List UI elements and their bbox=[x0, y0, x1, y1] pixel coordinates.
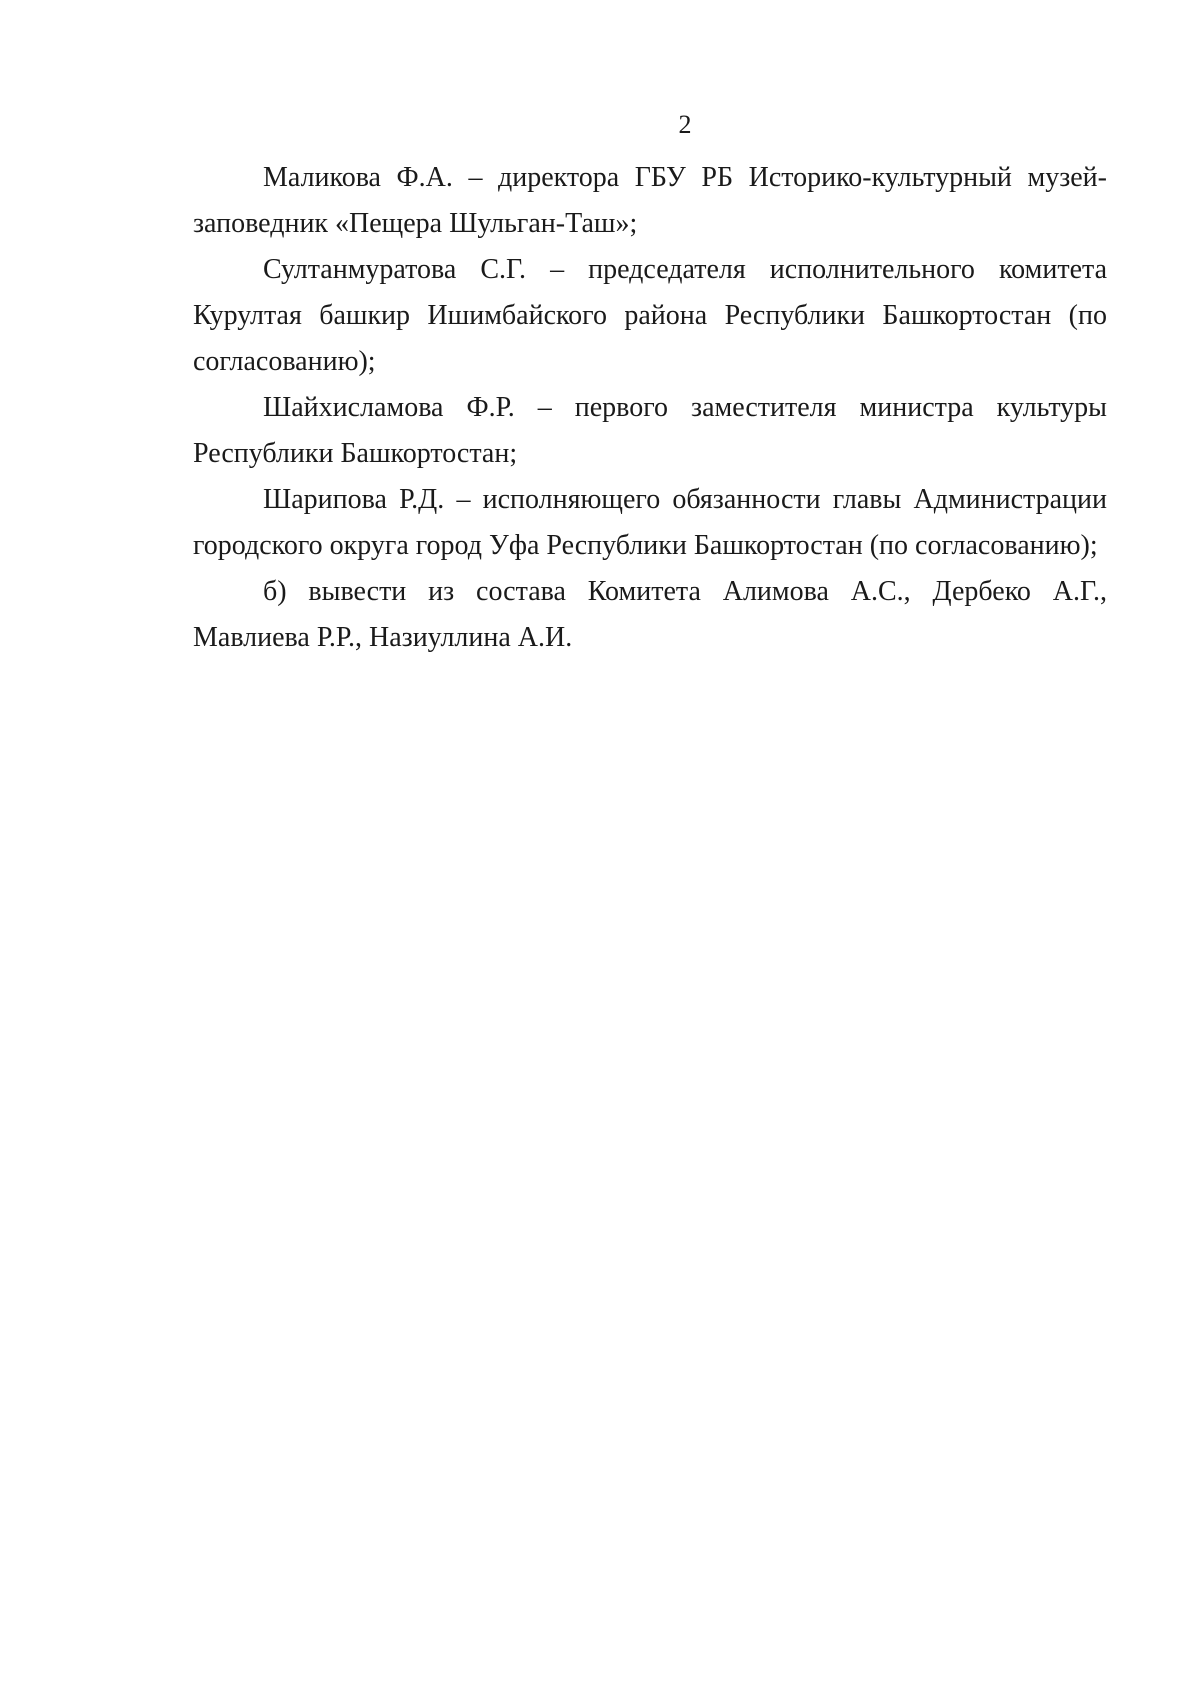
paragraph-sharipova: Шарипова Р.Д. – исполняющего обязанности главы Администрации городского округа город Уфа Республики Башкортостан (по согласованию); bbox=[193, 484, 1107, 561]
page-number: 2 bbox=[678, 110, 692, 139]
paragraph-remove-from-committee: б) вывести из состава Комитета Алимова А.С., Дербеко А.Г., Мавлиева Р.Р., Назиуллина А.И. bbox=[193, 576, 1107, 653]
document-body bbox=[193, 155, 1107, 661]
paragraph-sultanmuratova: Султанмуратова С.Г. – председателя исполнительного комитета Курултая башкир Ишимбайского района Республики Башкортостан (по согласованию); bbox=[193, 254, 1107, 377]
paragraph-malikova: Маликова Ф.А. – директора ГБУ РБ Историко-культурный музей-заповедник «Пещера Шульган-Таш»; bbox=[193, 162, 1107, 239]
paragraph-shaikhislamova: Шайхисламова Ф.Р. – первого заместителя министра культуры Республики Башкортостан; bbox=[193, 392, 1107, 469]
